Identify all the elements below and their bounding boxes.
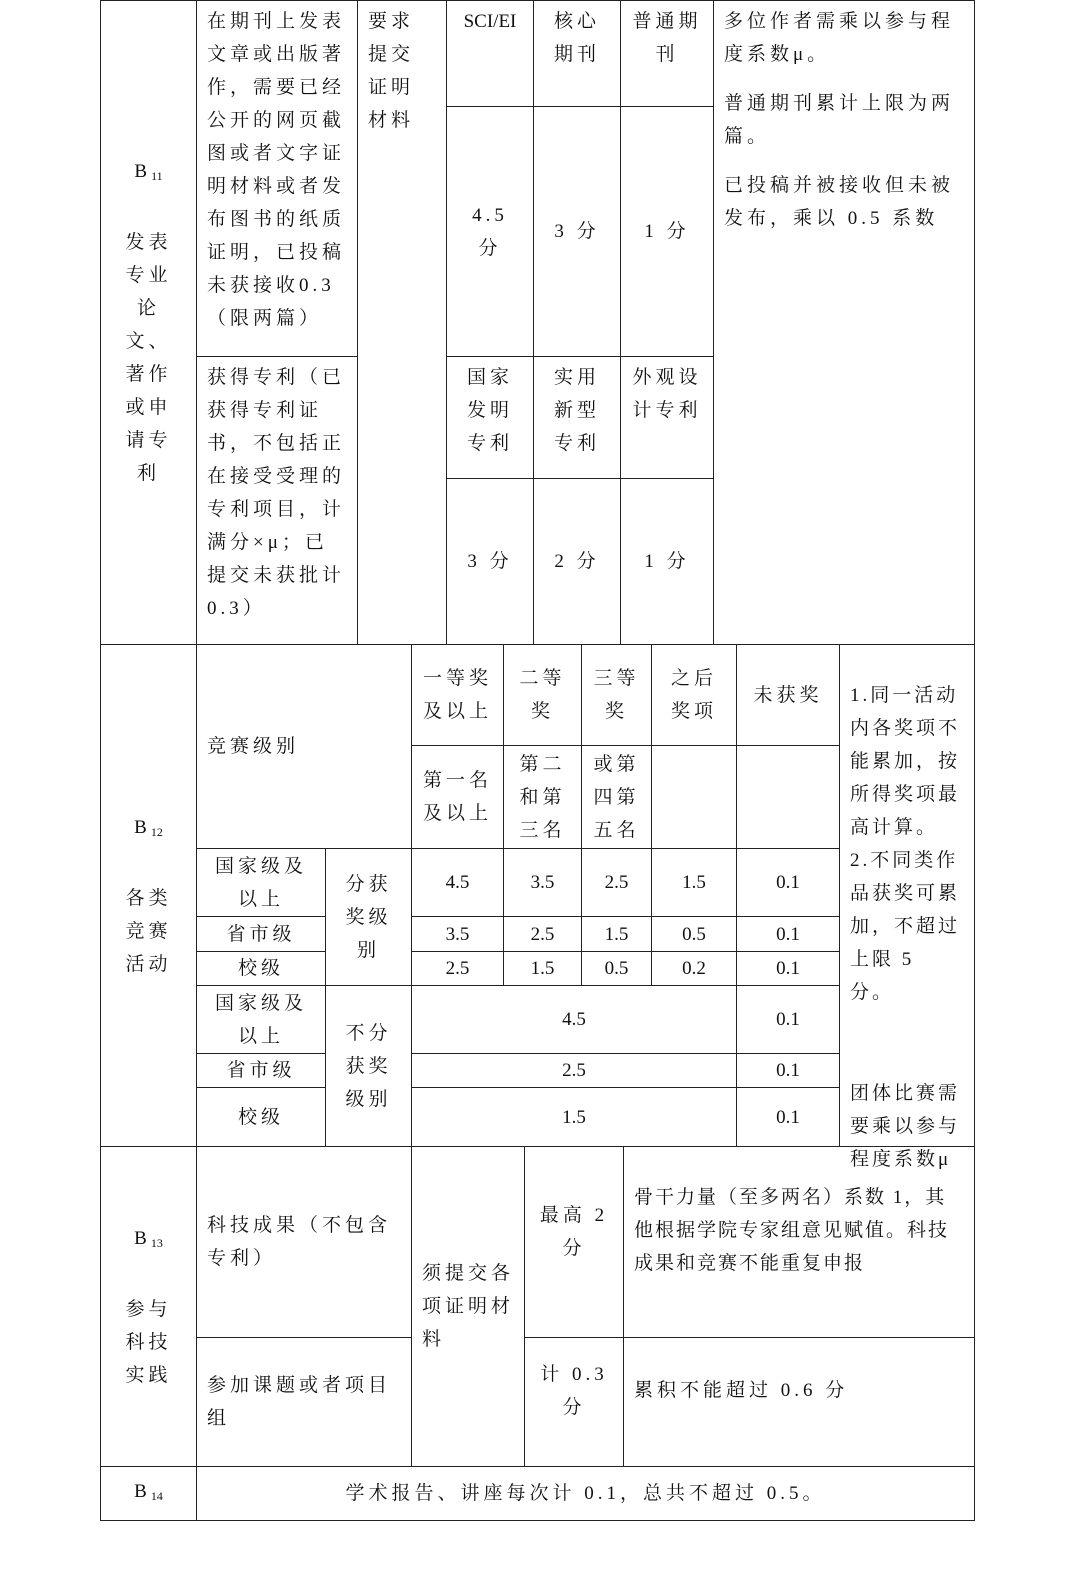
- section-code: $B_{13}$: [134, 1227, 163, 1250]
- ungraded-level: [196, 1087, 326, 1147]
- graded-score: [411, 848, 504, 917]
- graded-score: [411, 951, 504, 986]
- note: 2.不同类作品获奖可累加，不超过上限 5 分。: [850, 850, 961, 1003]
- score-text: 0.2: [682, 958, 706, 979]
- ungraded-label-text: 不分获奖级别: [345, 1022, 392, 1110]
- note: 已投稿并被接收但未被发布，乘以 0.5 系数: [724, 175, 955, 229]
- section-code: $B_{12}$: [134, 816, 163, 839]
- award-header: [581, 644, 652, 746]
- section-title: 参与科技实践: [125, 1298, 172, 1386]
- paper-header: [533, 0, 621, 107]
- ungraded-score: [411, 1087, 737, 1147]
- score-text: 1.5: [562, 1106, 586, 1128]
- graded-level: [196, 848, 326, 917]
- b12-notes: [839, 644, 975, 1170]
- award-header: [411, 644, 504, 746]
- rank-header: [581, 745, 652, 849]
- score-project: [524, 1337, 624, 1467]
- item-text: 科技成果（不包含专利）: [207, 1215, 392, 1269]
- patent-score-text: 3 分: [467, 551, 513, 572]
- ungraded-label: [325, 985, 412, 1147]
- note: 1.同一活动内各奖项不能累加，按所得奖项最高计算。: [850, 685, 961, 838]
- note: 团体比赛需要乘以参与程度系数μ: [850, 1083, 961, 1170]
- b14-description: 学术报告、讲座每次计 0.1，总共不超过 0.5。: [345, 1483, 826, 1504]
- patent-score-text: 1 分: [644, 551, 690, 572]
- section-b11-label: [100, 0, 197, 645]
- paper-score-text: 1 分: [644, 221, 690, 242]
- patent-description: [196, 356, 358, 645]
- level-text: 国家级及以上: [214, 992, 307, 1047]
- paper-header: [446, 0, 534, 107]
- rank-header: [411, 745, 504, 849]
- requirement-text: 要求提交证明材料: [368, 11, 415, 131]
- graded-score: [411, 916, 504, 952]
- paper-score: [620, 106, 714, 357]
- score-text: 2.5: [604, 872, 629, 893]
- patent-header-text: 外观设计专利: [632, 367, 702, 421]
- graded-score: [736, 916, 840, 952]
- level-text: 省市级: [226, 1060, 296, 1081]
- patent-header: [620, 356, 714, 479]
- award-header: [651, 644, 737, 746]
- rank-header: [736, 745, 840, 849]
- score-text: 1.5: [682, 872, 706, 893]
- ungraded-level: [196, 1053, 326, 1088]
- ungraded-level: [196, 985, 326, 1054]
- patent-header: [446, 356, 534, 479]
- b11-requirement: [357, 0, 447, 645]
- patent-score: [620, 478, 714, 645]
- b13-note1: [623, 1146, 975, 1338]
- section-b14-label: [100, 1466, 197, 1521]
- score-max: [524, 1146, 624, 1338]
- patent-header-text: 实用新型专利: [553, 367, 600, 454]
- note: 骨干力量（至多两名）系数 1，其他根据学院专家组意见赋值。科技成果和竞赛不能重复申报: [634, 1187, 950, 1274]
- section-title: 发表专业论文、著作或申请专利: [125, 232, 172, 484]
- paper-score: [533, 106, 621, 357]
- paper-description-text: 在期刊上发表文章或出版著作，需要已经公开的网页截图或者文字证明材料或者发布图书的纸质证明，已投稿未获接收0.3（限两篇）: [207, 11, 346, 329]
- score-text: 2.5: [445, 958, 470, 979]
- rank-header-text: 第二和第三名: [519, 753, 566, 841]
- graded-score: [503, 916, 582, 952]
- level-header: [196, 644, 412, 849]
- requirement-text: 须提交各项证明材料: [422, 1263, 515, 1350]
- score-text: 3.5: [445, 923, 470, 945]
- paper-score: [446, 106, 534, 357]
- rank-header: [651, 745, 737, 849]
- paper-description: [196, 0, 358, 357]
- score-text: 计 0.3 分: [540, 1364, 608, 1418]
- rank-header: [503, 745, 582, 849]
- graded-score: [581, 951, 652, 986]
- award-header-text: 之后奖项: [670, 668, 717, 722]
- ungraded-score: [411, 1053, 737, 1088]
- section-code: $B_{14}$: [134, 1480, 163, 1503]
- b13-requirement: [411, 1146, 525, 1467]
- graded-score: [581, 916, 652, 952]
- ungraded-none: [736, 1053, 840, 1088]
- paper-header-text: SCI/EI: [463, 11, 517, 32]
- level-text: 校级: [237, 958, 284, 979]
- graded-level: [196, 916, 326, 952]
- graded-label-text: 分获奖级别: [345, 873, 392, 961]
- rank-header-text: 或第四第五名: [593, 753, 640, 841]
- section-b13-label: [100, 1146, 197, 1467]
- score-text: 0.1: [776, 1009, 800, 1030]
- graded-level: [196, 951, 326, 986]
- section-code: $B_{11}$: [134, 161, 163, 183]
- award-header-text: 未获奖: [753, 684, 823, 706]
- patent-header-text: 国家发明专利: [466, 367, 513, 454]
- score-text: 1.5: [604, 923, 629, 945]
- score-text: 2.5: [530, 923, 555, 945]
- score-text: 0.1: [776, 958, 800, 979]
- graded-score: [651, 951, 737, 986]
- score-text: 1.5: [530, 958, 555, 979]
- score-text: 0.5: [682, 923, 706, 945]
- item-text: 参加课题或者项目组: [207, 1375, 392, 1429]
- project-participation: [196, 1337, 412, 1467]
- score-text: 最高 2 分: [539, 1205, 609, 1259]
- graded-score: [503, 848, 582, 917]
- score-text: 2.5: [562, 1060, 586, 1081]
- b11-notes: [713, 0, 975, 645]
- note: 多位作者需乘以参与程度系数μ。: [724, 11, 955, 65]
- award-header: [503, 644, 582, 746]
- score-text: 0.1: [776, 923, 800, 945]
- tech-achievement: [196, 1146, 412, 1338]
- level-text: 国家级及以上: [214, 855, 307, 910]
- b13-note2: [623, 1337, 975, 1467]
- patent-description-text: 获得专利（已获得专利证书，不包括正在接受受理的专利项目，计满分×μ；已提交未获批计0.3）: [207, 367, 346, 619]
- note: 累积不能超过 0.6 分: [634, 1380, 849, 1401]
- score-text: 0.1: [776, 1060, 800, 1081]
- level-header-text: 竞赛级别: [207, 736, 300, 757]
- score-text: 0.1: [776, 1106, 800, 1128]
- graded-score: [651, 916, 737, 952]
- section-b12-label: [100, 644, 197, 1147]
- award-header-text: 一等奖及以上: [422, 668, 492, 722]
- ungraded-score: [411, 985, 737, 1054]
- paper-header-text: 核心期刊: [553, 11, 600, 65]
- patent-score: [446, 478, 534, 645]
- patent-score-text: 2 分: [554, 551, 600, 572]
- b14-text: [196, 1466, 975, 1521]
- award-header: [736, 644, 840, 746]
- graded-score: [736, 951, 840, 986]
- graded-score: [651, 848, 737, 917]
- paper-score-text: 4.5 分: [472, 204, 508, 259]
- award-header-text: 二等奖: [519, 668, 566, 722]
- ungraded-none: [736, 985, 840, 1054]
- graded-score: [581, 848, 652, 917]
- score-text: 0.5: [604, 958, 629, 979]
- paper-header-text: 普通期刊: [632, 11, 702, 65]
- level-text: 校级: [237, 1106, 284, 1128]
- graded-label: [325, 848, 412, 986]
- level-text: 省市级: [226, 923, 296, 945]
- paper-header: [620, 0, 714, 107]
- patent-header: [533, 356, 621, 479]
- paper-score-text: 3 分: [554, 221, 600, 242]
- score-text: 4.5: [562, 1009, 586, 1030]
- score-text: 3.5: [530, 872, 555, 893]
- graded-score: [503, 951, 582, 986]
- score-text: 4.5: [445, 872, 470, 893]
- score-text: 0.1: [776, 872, 800, 893]
- graded-score: [736, 848, 840, 917]
- rank-header-text: 第一名及以上: [422, 770, 492, 824]
- section-title: 各类竞赛活动: [125, 887, 172, 975]
- note: 普通期刊累计上限为两篇。: [724, 93, 955, 147]
- patent-score: [533, 478, 621, 645]
- award-header-text: 三等奖: [593, 668, 640, 722]
- ungraded-none: [736, 1087, 840, 1147]
